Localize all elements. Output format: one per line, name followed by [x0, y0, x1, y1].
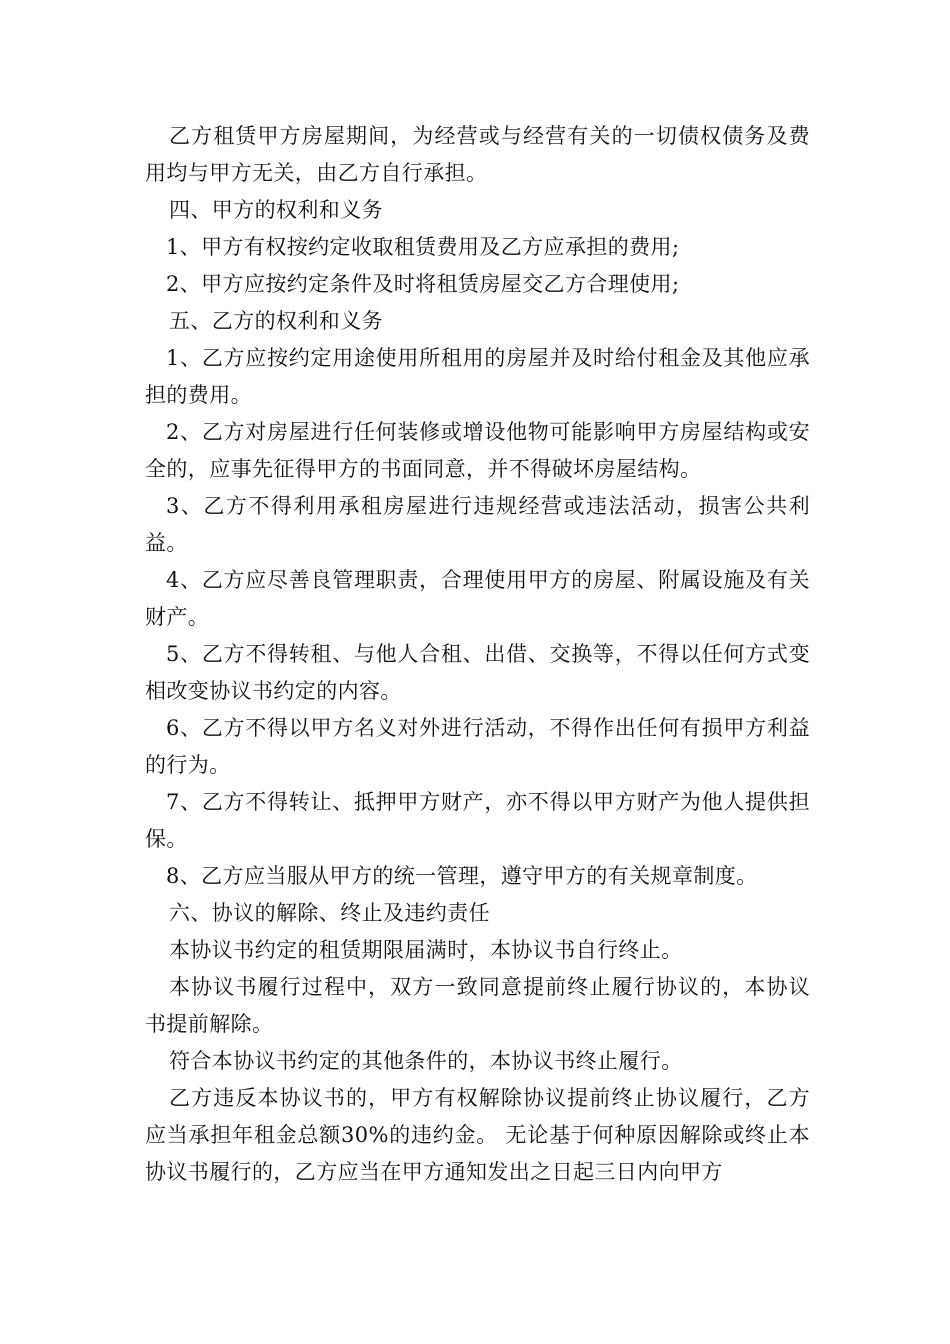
paragraph-mutual-termination: 本协议书履行过程中，双方一致同意提前终止履行协议的，本协议书提前解除。: [145, 975, 810, 1036]
paragraph-other-conditions: 符合本协议书约定的其他条件的，本协议书终止履行。: [169, 1049, 683, 1073]
paragraph-breach-penalty: 乙方违反本协议书的，甲方有权解除协议提前终止协议履行，乙方应当承担年租金总额30%的违约金。 无论基于何种原因解除或终止本协议书履行的，乙方应当在甲方通知发出之日起三日内向甲方: [145, 1086, 810, 1184]
list-item: 1、甲方有权按约定收取租赁费用及乙方应承担的费用;: [166, 235, 680, 259]
list-item: 6、乙方不得以甲方名义对外进行活动，不得作出任何有损甲方利益的行为。: [145, 716, 810, 777]
list-item: 2、乙方对房屋进行任何装修或增设他物可能影响甲方房屋结构或安全的，应事先征得甲方的书面同意，并不得破坏房屋结构。: [145, 420, 810, 481]
section-heading-party-b-rights: 五、乙方的权利和义务: [169, 309, 383, 333]
section-heading-termination: 六、协议的解除、终止及违约责任: [169, 901, 490, 925]
paragraph-liability-clause: 乙方租赁甲方房屋期间，为经营或与经营有关的一切债权债务及费用均与甲方无关，由乙方自行承担。: [145, 124, 810, 185]
section-heading-party-a-rights: 四、甲方的权利和义务: [169, 198, 383, 222]
list-item: 2、甲方应按约定条件及时将租赁房屋交乙方合理使用;: [166, 272, 680, 296]
list-item: 7、乙方不得转让、抵押甲方财产，亦不得以甲方财产为他人提供担保。: [145, 790, 810, 851]
document-body: [145, 118, 810, 1191]
paragraph-expiry: 本协议书约定的租赁期限届满时，本协议书自行终止。: [169, 938, 683, 962]
list-item: 4、乙方应尽善良管理职责，合理使用甲方的房屋、附属设施及有关财产。: [145, 568, 810, 629]
list-item: 1、乙方应按约定用途使用所租用的房屋并及时给付租金及其他应承担的费用。: [145, 346, 810, 407]
list-item: 3、乙方不得利用承租房屋进行违规经营或违法活动，损害公共利益。: [145, 494, 810, 555]
list-item: 5、乙方不得转租、与他人合租、出借、交换等，不得以任何方式变相改变协议书约定的内容。: [145, 642, 810, 703]
list-item: 8、乙方应当服从甲方的统一管理，遵守甲方的有关规章制度。: [166, 864, 758, 888]
